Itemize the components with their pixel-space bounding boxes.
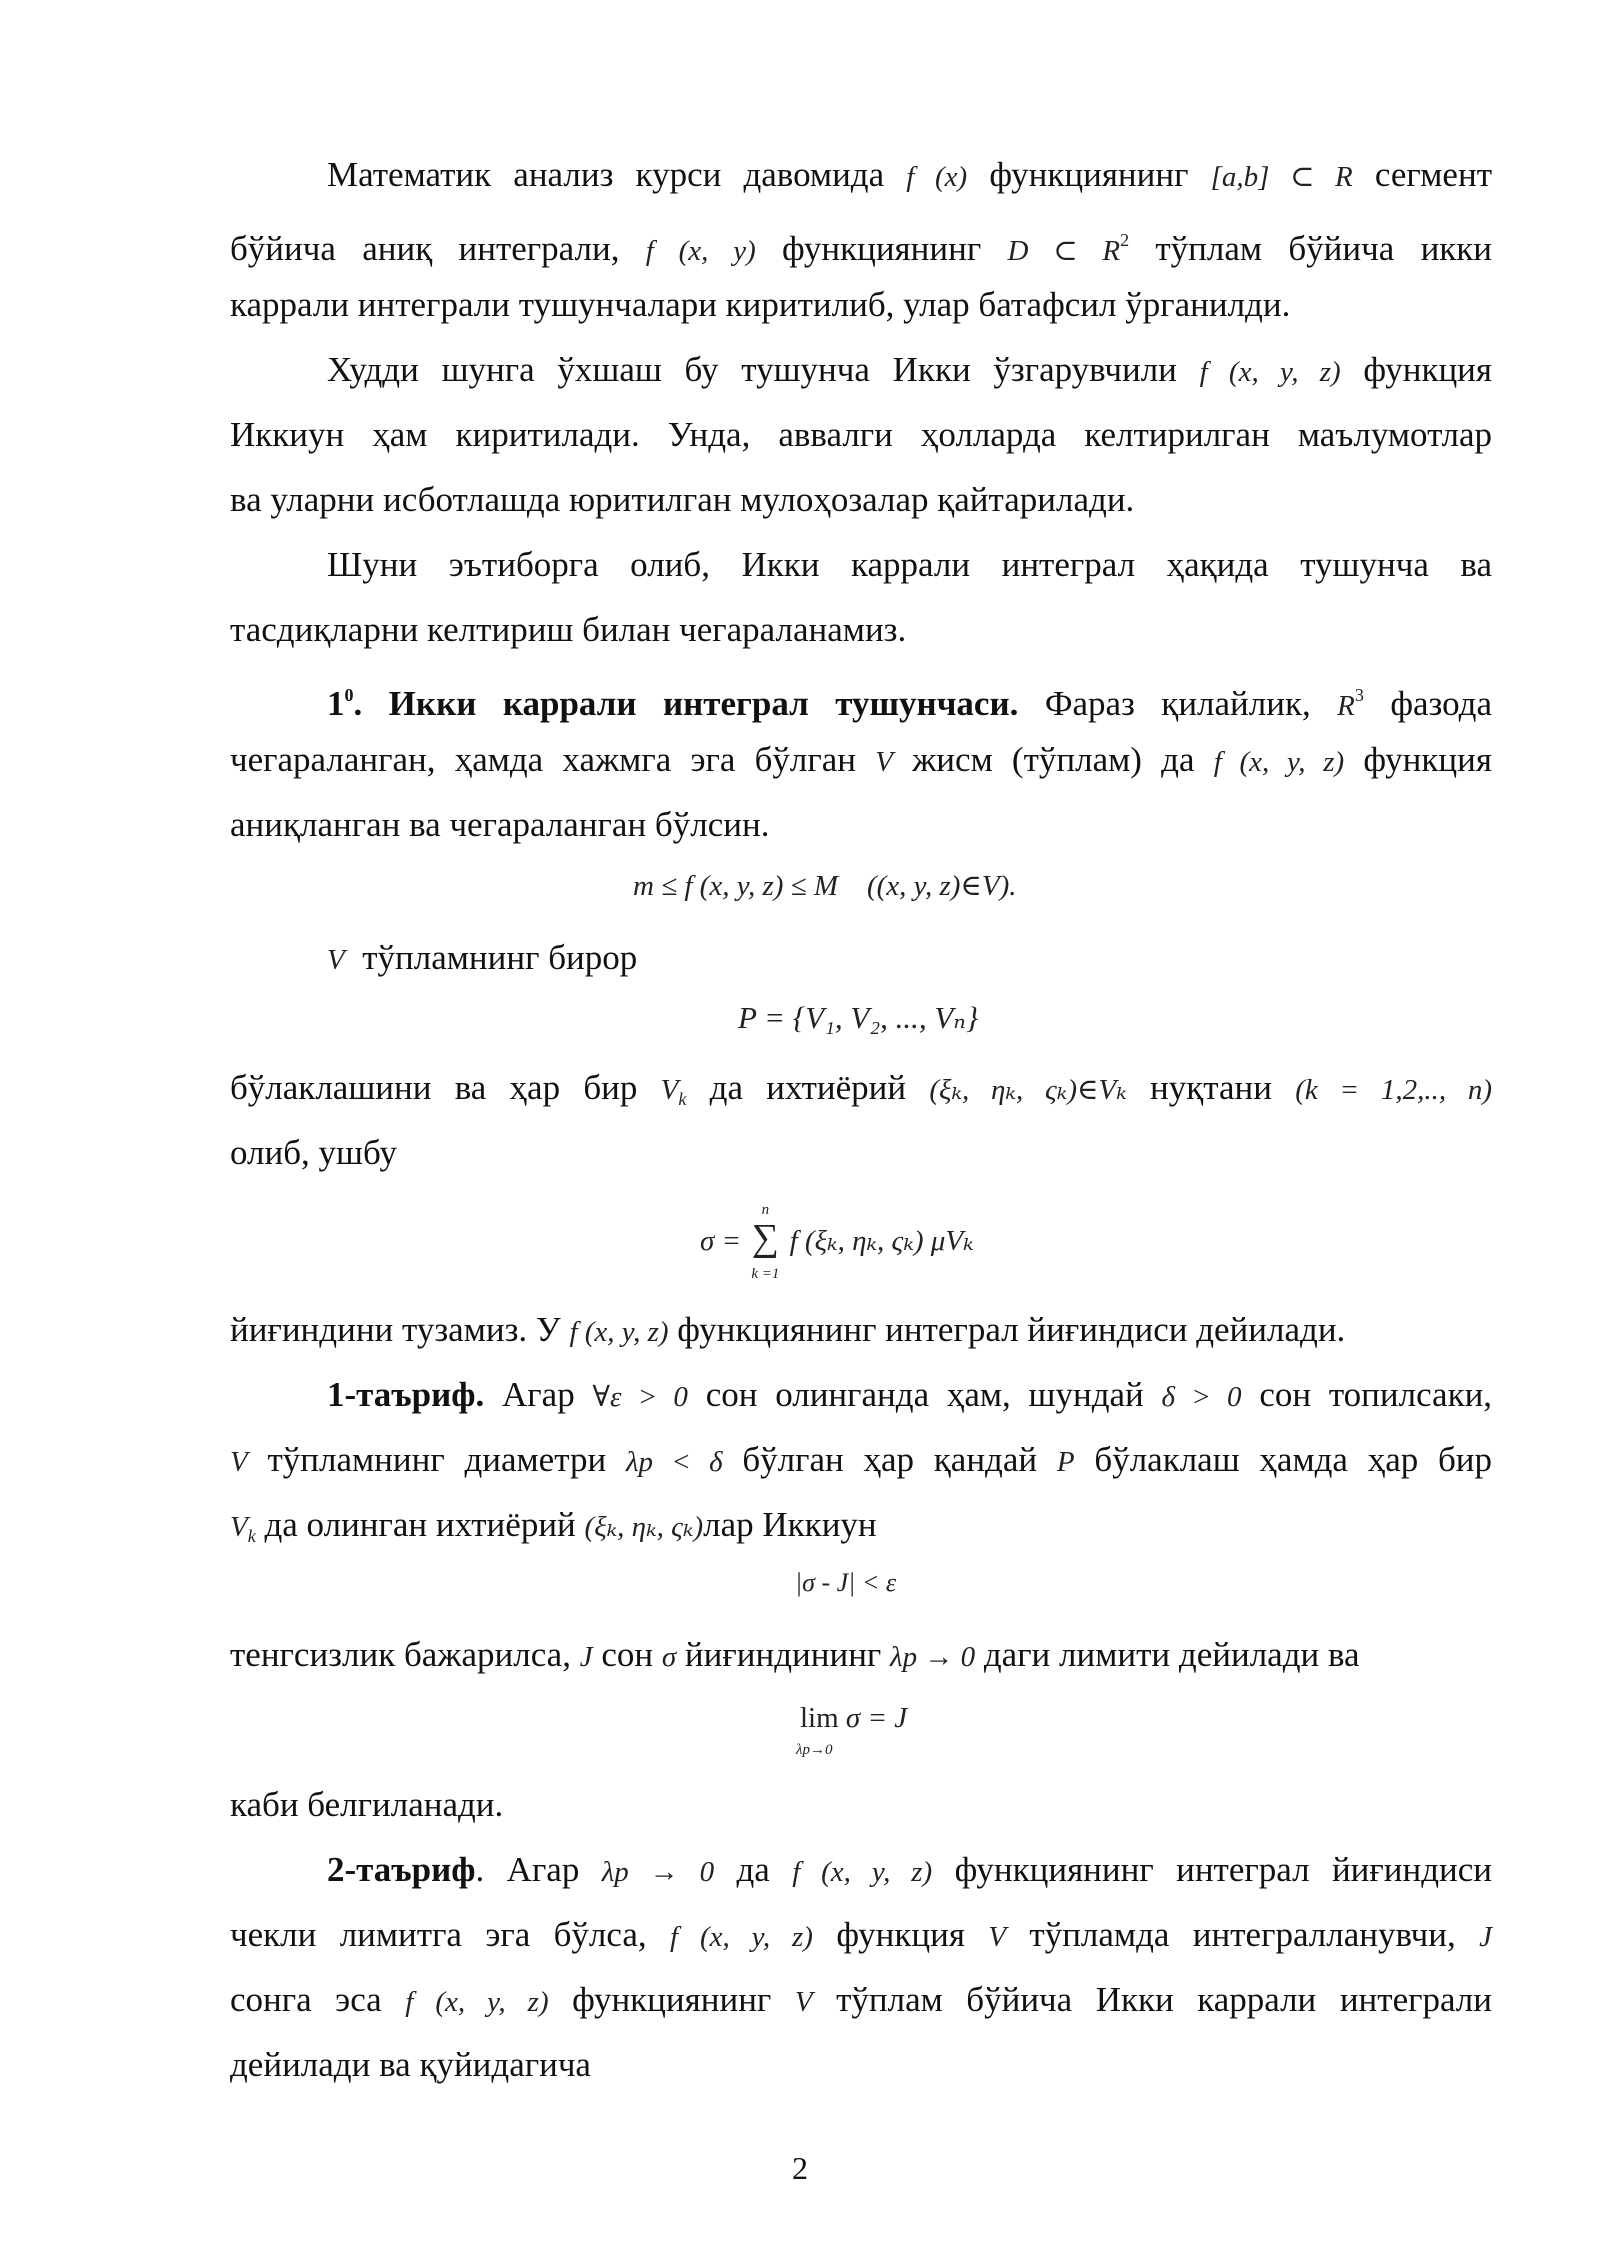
text: нуқтани: [1150, 1068, 1272, 1107]
p2-line2: Иккиун ҳам киритилади. Унда, аввалги ҳолларда келтирилган маълумотлар: [230, 415, 1492, 454]
p1-line1: [327, 155, 1492, 197]
text: функциянинг интеграл йиғиндиси дейилади.: [677, 1310, 1346, 1349]
p4-line4: [230, 1310, 1345, 1352]
text: лар Иккиун: [703, 1505, 877, 1544]
text: тўпламнинг диаметри: [267, 1440, 607, 1479]
formula-v: V: [988, 1921, 1007, 1953]
text: да олинган ихтиёрий: [264, 1505, 576, 1544]
formula-sigma: σ: [661, 1641, 677, 1673]
def2-line1: [327, 1850, 1492, 1892]
def1-line1: [327, 1375, 1492, 1417]
formula-fxyz: f (x, y, z): [1213, 746, 1345, 778]
formula-segment: [a,b] ⊂ R: [1210, 161, 1353, 193]
text: бўлаклаш ҳамда ҳар бир: [1094, 1440, 1493, 1479]
formula-v: V: [794, 1986, 813, 2018]
formula-fxy: f (x, y): [645, 235, 756, 267]
def1-line4: [230, 1635, 1360, 1677]
formula-lambda-p: λp < δ: [625, 1446, 723, 1478]
text: жисм (тўплам) да: [912, 740, 1195, 779]
text: да ихтиёрий: [709, 1068, 907, 1107]
text: сон олинганда ҳам, шундай: [705, 1375, 1144, 1414]
p4-line3: олиб, ушбу: [230, 1133, 397, 1172]
text: Математик анализ курси давомида: [327, 155, 885, 194]
text: бўлган ҳар қандай: [742, 1440, 1038, 1479]
text: . Агар: [475, 1850, 580, 1889]
def2-line4: дейилади ва қуйидагича: [230, 2045, 591, 2084]
formula-r3: $R^3$: [1337, 685, 1364, 722]
text: функциянинг: [989, 155, 1189, 194]
text: функция: [836, 1915, 965, 1954]
text: йиғиндини тузамиз. У: [230, 1310, 561, 1349]
formula-fxyz: f (x, y, z): [1199, 356, 1341, 388]
text: тўплам бўйича Икки каррали интеграли: [836, 1980, 1493, 2019]
text: чекли лимитга эга бўлса,: [230, 1915, 647, 1954]
text: функциянинг: [782, 229, 982, 268]
formula-index-range: (k = 1,2,.., n): [1295, 1074, 1493, 1106]
text: бўлаклашини ва ҳар бир: [230, 1068, 638, 1107]
text: Худди шунга ўхшаш бу тушунча Икки ўзгарувчили: [327, 350, 1177, 389]
formula-eps: ∀ε > 0: [592, 1381, 688, 1413]
formula-delta: δ > 0: [1161, 1381, 1242, 1413]
text: сон топилсаки,: [1259, 1375, 1493, 1414]
p3-line1: Шуни эътиборга олиб, Икки каррали интеграл ҳақида тушунча ва: [327, 545, 1492, 584]
formula-fxyz: f (x, y, z): [569, 1316, 669, 1348]
formula-fxyz: f (x, y, z): [792, 1856, 933, 1888]
text: сонга эса: [230, 1980, 382, 2019]
text: Фараз қилайлик,: [1044, 684, 1311, 723]
def2-line2: [230, 1915, 1492, 1957]
definition-label: 1-таъриф.: [327, 1375, 485, 1414]
text: йиғиндининг: [684, 1635, 882, 1674]
p4-line2: [230, 1068, 1492, 1119]
formula-abs: |σ - J| < ε: [795, 1568, 897, 1597]
text: чегараланган, ҳамда хажмга эга бўлган: [230, 740, 856, 779]
section-heading-line: [327, 675, 1492, 726]
p3-line2: тасдиқларни келтириш билан чегараланамиз.: [230, 610, 907, 649]
formula-v: V: [230, 1446, 248, 1478]
text: даги лимити дейилади ва: [983, 1635, 1360, 1674]
formula-lambda-limit: λp → 0: [601, 1856, 715, 1888]
formula-lambda-limit: λp → 0: [890, 1641, 976, 1673]
def1-line2: [230, 1440, 1492, 1482]
p1-line2: [230, 220, 1492, 271]
sec1-line3: аниқланган ва чегараланган бўлсин.: [230, 805, 770, 844]
text: тўпламда интегралланувчи,: [1029, 1915, 1456, 1954]
formula-fx: f (x): [906, 161, 968, 193]
formula-limit: lim λp→0 σ = J: [796, 1702, 908, 1758]
text: фазода: [1390, 684, 1492, 723]
def1-line5: каби белгиланади.: [230, 1785, 504, 1824]
formula-vk: $V_k$: [660, 1074, 687, 1109]
formula-vk: $V_k$: [230, 1511, 256, 1546]
text: сон: [601, 1635, 654, 1674]
def2-line3: [230, 1980, 1492, 2022]
p1-line3: каррали интеграли тушунчалари киритилиб, улар батафсил ўрганилди.: [230, 285, 1291, 324]
p4-line1: [327, 938, 637, 980]
definition-label: 2-таъриф: [327, 1850, 476, 1889]
page-number: 2: [792, 2150, 808, 2186]
sec1-line2: [230, 740, 1492, 782]
formula-partition: P = {V₁, V₂, ..., Vₙ}: [738, 1000, 979, 1035]
formula-point: (ξₖ, ηₖ, ςₖ): [584, 1511, 704, 1543]
text: тўплам бўйича икки: [1155, 229, 1493, 268]
p2-line1: [327, 350, 1492, 392]
formula-p: P: [1056, 1446, 1075, 1478]
p2-line3: ва уларни исботлашда юритилган мулоҳозалар қайтарилади.: [230, 480, 1135, 519]
text: тенгсизлик бажарилса,: [230, 1635, 571, 1674]
formula-fxyz: f (x, y, z): [670, 1921, 813, 1953]
formula-bounds: m ≤ f (x, y, z) ≤ M ((x, y, z)∈V).: [633, 870, 1017, 902]
text: Агар: [502, 1375, 575, 1414]
formula-j: J: [1479, 1921, 1493, 1953]
formula-fxyz: f (x, y, z): [405, 1986, 549, 2018]
section-heading: $1^0$. Икки каррали интеграл тушунчаси.: [327, 684, 1019, 723]
text: да: [736, 1850, 770, 1889]
formula-j: J: [579, 1641, 593, 1673]
text: функциянинг интеграл йиғиндиси: [954, 1850, 1493, 1889]
formula-v: V: [875, 746, 893, 778]
formula-domain: D ⊂ $R^2$: [1007, 230, 1130, 267]
text: сегмент: [1374, 155, 1492, 194]
formula-v: V: [327, 944, 345, 976]
formula-point: (ξₖ, ηₖ, ςₖ)∈Vₖ: [929, 1074, 1127, 1106]
formula-sum: σ = n ∑ k =1 f (ξₖ, ηₖ, ςₖ) μVₖ: [700, 1202, 974, 1282]
text: тўпламнинг бирор: [362, 938, 638, 977]
text: функция: [1363, 740, 1492, 779]
text: функциянинг: [572, 1980, 772, 2019]
text: бўйича аниқ интеграли,: [230, 229, 620, 268]
text: функция: [1363, 350, 1493, 389]
def1-line3: [230, 1505, 877, 1556]
